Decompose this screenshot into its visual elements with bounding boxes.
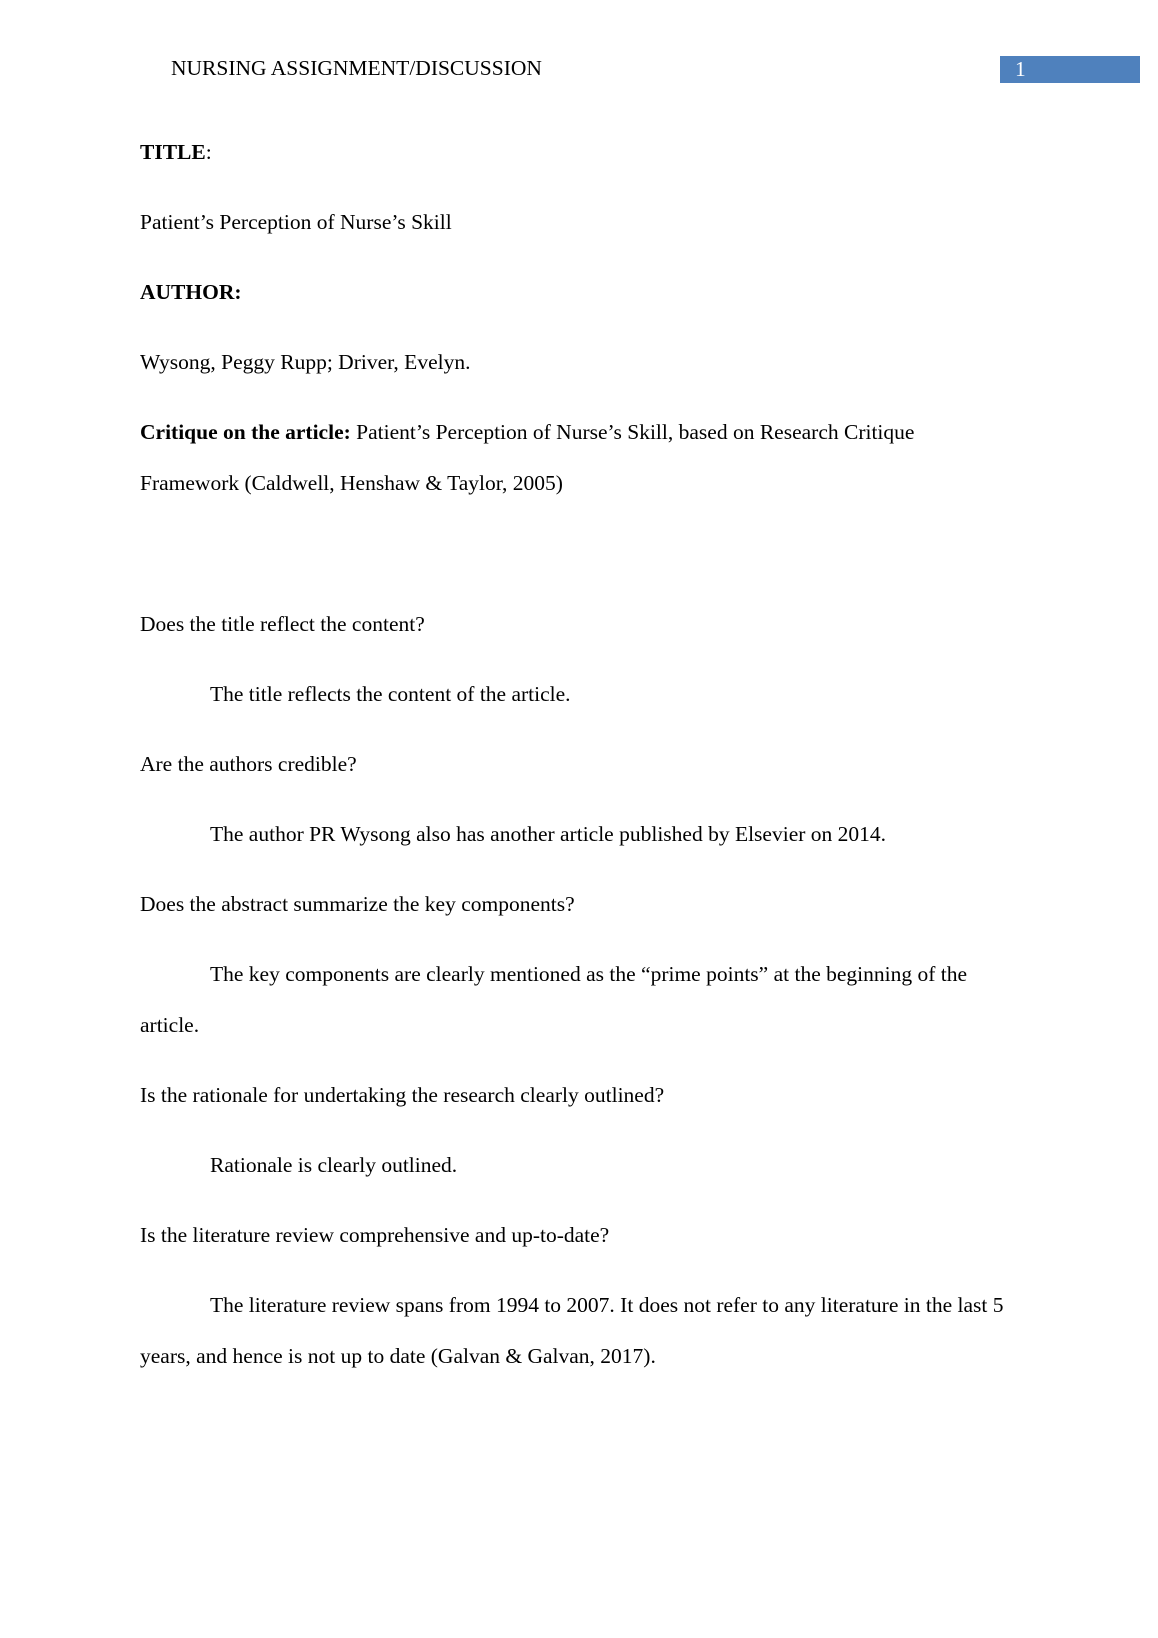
answer-2: The author PR Wysong also has another article published by Elsevier on 2014. <box>210 822 887 846</box>
title-label <box>140 127 1020 178</box>
title-label-text: TITLE <box>140 140 206 164</box>
critique-text: Patient’s Perception of Nurse’s Skill, based on Research Critique Framework (Caldwell, Henshaw & Taylor, 2005) <box>140 420 915 495</box>
authors: Wysong, Peggy Rupp; Driver, Evelyn. <box>140 350 471 374</box>
page-number: 1 <box>1015 57 1026 81</box>
running-head: NURSING ASSIGNMENT/DISCUSSION <box>171 56 542 80</box>
question-2: Are the authors credible? <box>140 752 357 776</box>
page-number-box <box>1000 56 1140 83</box>
title-colon: : <box>205 140 212 164</box>
question-5: Is the literature review comprehensive and up-to-date? <box>140 1223 610 1247</box>
answer-3: The key components are clearly mentioned as the “prime points” at the beginning of the article. <box>140 962 968 1037</box>
answer-4: Rationale is clearly outlined. <box>210 1153 458 1177</box>
question-3: Does the abstract summarize the key components? <box>140 892 575 916</box>
answer-5: The literature review spans from 1994 to 2007. It does not refer to any literature in the last 5 years, and hence is not up to date (Galvan & Galvan, 2017). <box>140 1293 1004 1368</box>
article-title: Patient’s Perception of Nurse’s Skill <box>140 210 452 234</box>
critique-label: Critique on the article: <box>140 420 351 444</box>
author-label <box>140 267 1020 318</box>
question-1: Does the title reflect the content? <box>140 612 425 636</box>
question-4: Is the rationale for undertaking the research clearly outlined? <box>140 1083 665 1107</box>
critique-heading <box>140 407 980 509</box>
answer-1: The title reflects the content of the article. <box>210 682 571 706</box>
author-label-text: AUTHOR: <box>140 280 242 304</box>
